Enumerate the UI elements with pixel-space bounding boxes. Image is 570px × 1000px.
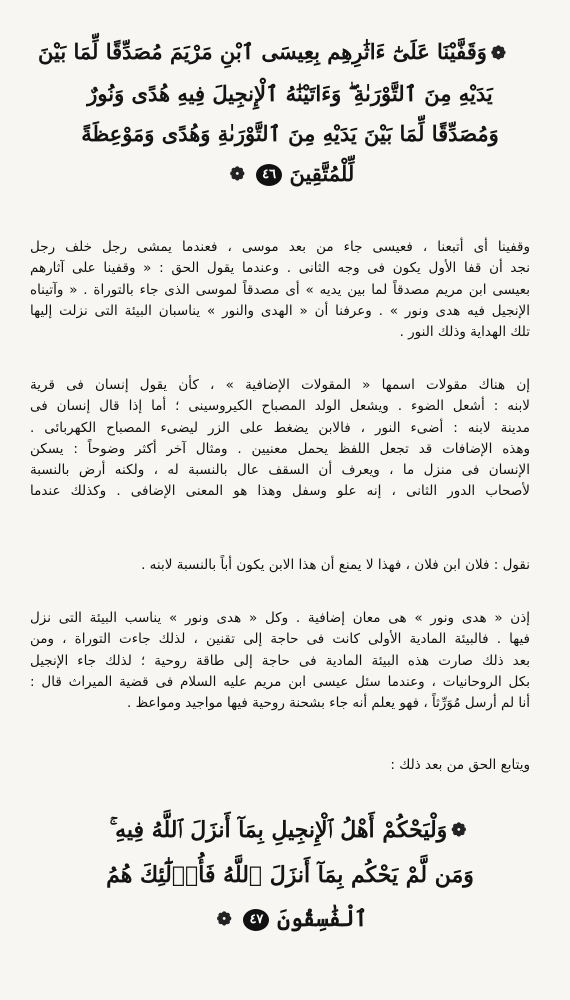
paragraph-4 [30,608,530,714]
paragraph-line: تلك الهداية وذلك النور . [399,324,530,341]
quran-top-line-2: يَدَيْهِ مِنَ ٱلتَّوْرَىٰةِ ۖ وَءَاتَيْنَٰهُ ٱلْإِنجِيلَ فِيهِ هُدًى وَنُورٌ [87,80,493,106]
quran-bottom-line-1-text: وَلْيَحْكُمْ أَهْلُ ٱلْإِنجِيلِ بِمَآ أَنزَلَ ٱللَّهُ فِيهِ ۚ [109,817,448,843]
paragraph-3 [30,555,530,576]
ornament-flower-icon: ❁ [229,164,245,185]
paragraph-line: الإنجيل فيه هدى ونور » . وعرفنا أن « الهدى والنور » يناسبان البيئة التى نزلت إليها [30,302,530,319]
paragraph-line: بكل الروحانيات ، وعندما سئل عيسى ابن مريم عليه السلام فى قضية الميراث قال : [30,673,530,690]
quran-bottom-line-3 [80,897,500,942]
paragraph-5 [30,755,530,776]
paragraph-line: وقفينا أى أتبعنا ، فعيسى جاء من بعد موسى ، فعندما يمشى رجل خلف رجل [30,239,530,255]
quran-verse-top [38,32,510,195]
paragraph-line: فيها . فالبيئة المادية الأولى كانت فى حاجة إلى تقنين ، لذلك جاءت التوراة ، ومن [30,631,530,648]
quran-bottom-line-3-text: ٱلْفَٰسِقُونَ [277,906,368,932]
ornament-flower-icon: ❁ [490,42,506,64]
paragraph-line: أنا لم أرسل مُوَرِّثاً ، فهو يعلم أنه جاء بشحنة روحية فيها مواجيد ومواعظ . [127,695,530,712]
paragraph-line: الإنسان فى منزل ما ، ويعرف أن السقف عال بالنسبة له ، ولكنه أرض بالنسبة [30,462,530,479]
paragraph-line: إن هناك مقولات اسمها « المقولات الإضافية » ، كأن يقول إنسان فى قرية [30,377,530,393]
paragraph-line: بعيسى ابن مريم مصدقاً لما بين يديه » أى مصدقاً لموسى الذى جاء بالتوراة . « وآتيناه [30,281,530,298]
ayah-number-badge: ٤٦ [256,164,282,186]
paragraph-1 [30,237,530,343]
paragraph-2 [30,375,530,503]
paragraph-line: لابنه : أشعل الضوء . ويشعل الولد المصباح الكيروسينى ؛ أما إذا قال إنسان فى [30,398,530,415]
ornament-flower-icon: ❁ [451,820,467,841]
quran-top-line-1 [38,32,510,74]
ornament-flower-icon: ❁ [216,909,232,930]
paragraph-line: إذن « هدى ونور » هى معان إضافية . وكل « هدى ونور » يناسب البيئة التى نزل [30,610,530,626]
paragraph-line: بعد ذلك صارت هذه البيئة المادية فى حاجة إلى طاقة روحية ؛ لذلك جاء الإنجيل [30,652,530,669]
paragraph-line: نجد أن قفا الأول يكون فى وجه الثانى . وعندما يقول الحق : « وقفينا على آثارهم [30,260,530,277]
quran-top-line-3: وَمُصَدِّقًا لِّمَا بَيْنَ يَدَيْهِ مِنَ ٱلتَّوْرَىٰةِ وَهُدًى وَمَوْعِظَةً [81,120,499,146]
quran-bottom-line-2: وَمَن لَّمْ يَحْكُم بِمَآ أَنزَلَ ٱللَّهُ فَأُو۟لَٰٓئِكَ هُمُ [106,862,474,888]
paragraph-line: ويتابع الحق من بعد ذلك : [390,757,530,773]
quran-top-line-4-text: لِّلْمُتَّقِينَ [289,160,355,186]
paragraph-line: وهذه الإضافات قد تجعل اللفظ يحمل معنيين . ومثال آخر أكثر وضوحاً : يسكن [30,440,530,457]
quran-top-line-1-text: وَقَفَّيْنَا عَلَىٰٓ ءَاثَٰرِهِم بِعِيسَى ٱبْنِ مَرْيَمَ مُصَدِّقًا لِّمَا بَيْنَ [38,39,487,64]
paragraph-line: نقول : فلان ابن فلان ، فهذا لا يمنع أن هذا الابن يكون أباً بالنسبة لابنه . [141,557,530,573]
paragraph-line: لأصحاب الدور الثانى ، إنه علو وسفل وهذا هو المعنى الإضافى . وكذلك عندما [30,483,530,500]
quran-bottom-line-1 [80,808,500,853]
paragraph-line: مدينة لابنه : أضىء النور ، فالابن يضغط على الزر ليضىء المصباح الكهربائى . [30,419,530,436]
quran-verse-bottom [80,808,500,942]
quran-top-line-4 [70,154,510,196]
ayah-number-badge: ٤٧ [243,909,269,931]
